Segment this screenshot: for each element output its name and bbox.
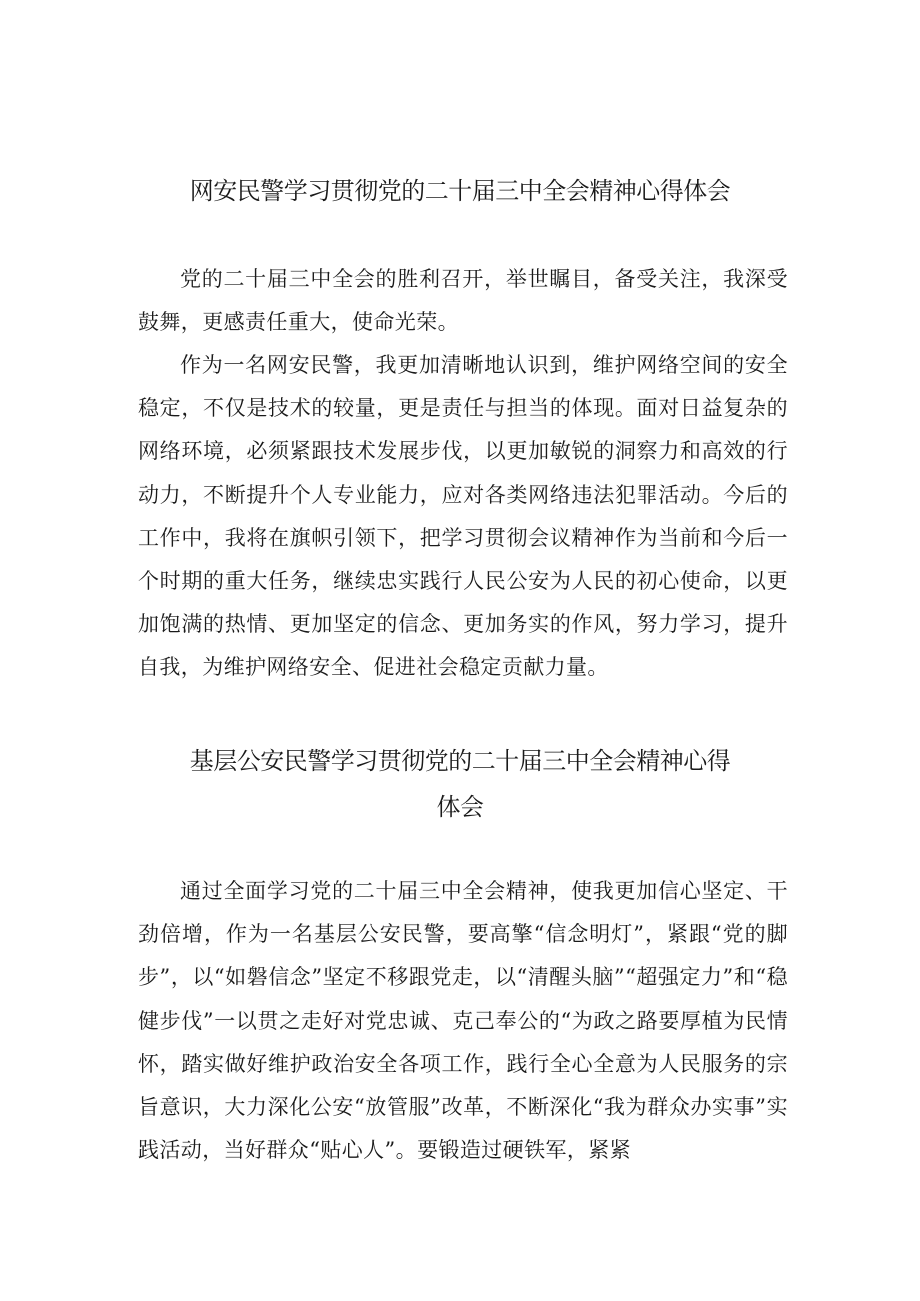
article-1-paragraph-2: 作为一名网安民警，我更加清晰地认识到，维护网络空间的安全稳定，不仅是技术的较量，更是责任与担当的体现。面对日益复杂的网络环境，必须紧跟技术发展步伐，以更加敏锐的洞察力和高效的行动力，不断提升个人专业能力，应对各类网络违法犯罪活动。今后的工作中，我将在旗帜引领下，把学习贯彻会议精神作为当前和今后一个时期的重大任务，继续忠实践行人民公安为人民的初心使命，以更加饱满的热情、更加坚定的信念、更加务实的作风，努力学习，提升自我，为维护网络安全、促进社会稳定贡献力量。: [138, 353, 788, 680]
article-2-paragraph-1: 通过全面学习党的二十届三中全会精神，使我更加信心坚定、干劲倍增，作为一名基层公安民警，要高擎“信念明灯”，紧跟“党的脚步”，以“如磐信念”坚定不移跟党走，以“清醒头脑”“超强定力”和“稳健步伐”一以贯之走好对党忠诚、克己奉公的“为政之路要厚植为民情怀，踏实做好维护政治安全各项工作，践行全心全意为人民服务的宗旨意识，大力深化公安“放管服”改革，不断深化“我为群众办实事”实践活动，当好群众“贴心人”。要锻造过硬铁军，紧紧: [138, 879, 788, 1163]
article-2-title-line-1: 基层公安民警学习贯彻党的二十届三中全会精神心得: [189, 747, 731, 775]
article-1-paragraph-1: 党的二十届三中全会的胜利召开，举世瞩目，备受关注，我深受鼓舞，更感责任重大，使命光荣。: [138, 267, 788, 335]
article-2-title: [120, 738, 800, 830]
article-2-title-line-2: 体会: [436, 793, 484, 821]
article-1-title: 网安民警学习贯彻党的二十届三中全会精神心得体会: [189, 177, 731, 205]
